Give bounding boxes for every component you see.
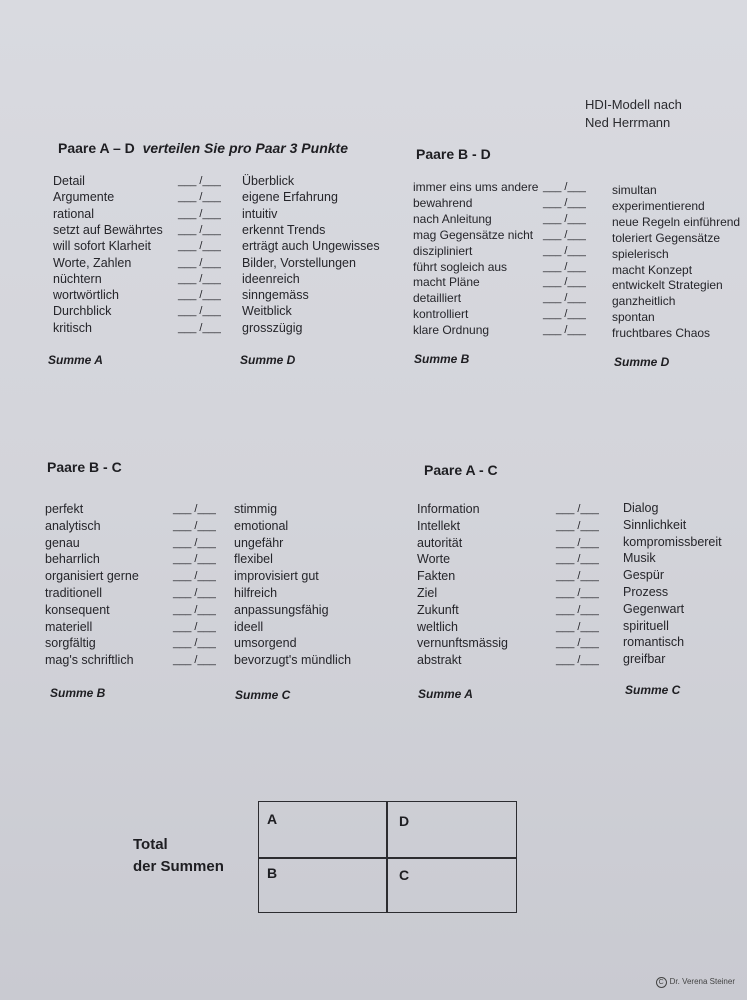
section-bc-title: Paare B - C — [47, 459, 122, 475]
pair-score-blank[interactable]: ___ /___ — [556, 620, 599, 633]
pair-left-term: perfekt — [45, 502, 84, 516]
pair-score-blank[interactable]: ___ /___ — [543, 228, 586, 241]
pair-right-term: bevorzugt's mündlich — [234, 653, 352, 668]
pair-score-blank[interactable]: ___ /___ — [173, 503, 216, 515]
pair-right-term: kompromissbereit — [623, 534, 722, 549]
pair-score-blank[interactable]: ___ /___ — [173, 603, 216, 616]
pair-score-blank[interactable]: ___ /___ — [178, 321, 221, 334]
pair-right-term: hilfreich — [234, 586, 278, 600]
copyright — [656, 977, 735, 988]
pair-right-term: Gegenwart — [623, 601, 685, 616]
pair-score-blank[interactable]: ___ /___ — [173, 637, 216, 650]
pair-right-term: simultan — [612, 183, 657, 197]
grid-divider-horizontal — [259, 857, 516, 859]
pair-left-term: materiell — [45, 619, 93, 634]
pair-score-blank[interactable]: ___ /___ — [543, 196, 586, 209]
pair-left-term: Argumente — [53, 190, 115, 205]
pair-left-term: kritisch — [53, 320, 92, 335]
pair-right-term: fruchtbares Chaos — [612, 326, 711, 341]
pair-score-blank[interactable]: ___ /___ — [543, 276, 586, 289]
pair-score-blank[interactable]: ___ /___ — [173, 570, 216, 583]
total-label-line1: Total — [133, 836, 168, 853]
pair-left-term: Worte, Zahlen — [53, 255, 132, 270]
pair-left-term: macht Pläne — [413, 275, 480, 290]
pair-score-blank[interactable]: ___ /___ — [556, 654, 599, 667]
pair-score-blank[interactable]: ___ /___ — [178, 240, 221, 253]
pair-right-term: intuitiv — [242, 206, 278, 221]
pair-left-term: analytisch — [45, 518, 101, 533]
pair-left-term: Ziel — [417, 586, 438, 600]
pair-score-blank[interactable]: ___ /___ — [173, 519, 216, 532]
pair-score-blank[interactable]: ___ /___ — [173, 654, 216, 667]
pair-right-term: ideell — [234, 619, 264, 634]
pair-right-term: spontan — [612, 310, 655, 325]
pair-right-term: Bilder, Vorstellungen — [242, 255, 356, 270]
pair-left-term: genau — [45, 535, 80, 550]
section-ad-title — [58, 140, 348, 156]
pair-score-blank[interactable]: ___ /___ — [556, 587, 599, 599]
pair-right-term: stimmig — [234, 502, 278, 516]
pair-right-term: flexibel — [234, 552, 273, 567]
pair-score-blank[interactable]: ___ /___ — [173, 536, 216, 549]
pair-right-term: neue Regeln einführend — [612, 214, 741, 229]
pair-score-blank[interactable]: ___ /___ — [543, 212, 586, 225]
pair-right-term: grosszügig — [242, 320, 303, 335]
pair-left-term: mag's schriftlich — [45, 653, 134, 668]
pair-left-term: nüchtern — [53, 271, 102, 286]
pair-score-blank[interactable]: ___ /___ — [556, 637, 599, 650]
pair-right-term: ganzheitlich — [612, 294, 676, 309]
pair-right-term: toleriert Gegensätze — [612, 230, 721, 245]
pair-right-term: Dialog — [623, 501, 659, 515]
pair-right-term: ungefähr — [234, 535, 284, 550]
pair-score-blank[interactable]: ___ /___ — [178, 305, 221, 318]
pair-score-blank[interactable]: ___ /___ — [556, 570, 599, 583]
model-title-line1: HDI-Modell nach — [585, 97, 682, 112]
pair-left-term: konsequent — [45, 602, 110, 617]
section-bd-sum-left: Summe B — [414, 352, 470, 366]
pair-left-term: organisiert gerne — [45, 569, 139, 584]
total-grid — [258, 801, 517, 913]
section-bd-title: Paare B - D — [416, 146, 491, 162]
pair-score-blank[interactable]: ___ /___ — [173, 553, 216, 566]
pair-score-blank[interactable]: ___ /___ — [173, 620, 216, 633]
pair-left-term: vernunftsmässig — [417, 636, 509, 651]
pair-score-blank[interactable]: ___ /___ — [178, 272, 221, 285]
pair-right-term: emotional — [234, 518, 289, 533]
pair-right-term: spielerisch — [612, 246, 669, 261]
pair-right-term: ideenreich — [242, 271, 300, 286]
pair-left-term: setzt auf Bewährtes — [53, 222, 163, 237]
pair-score-blank[interactable]: ___ /___ — [556, 519, 599, 532]
section-ad-title-bold: Paare A – D — [58, 140, 135, 156]
model-title — [585, 96, 682, 132]
pair-left-term: Durchblick — [53, 304, 112, 319]
pair-right-term: Weitblick — [242, 304, 292, 319]
pair-left-term: nach Anleitung — [413, 211, 492, 226]
pair-left-term: kontrolliert — [413, 307, 469, 322]
pair-left-term: will sofort Klarheit — [53, 239, 151, 254]
pair-score-blank[interactable]: ___ /___ — [173, 587, 216, 599]
pair-left-term: abstrakt — [417, 653, 462, 668]
pair-left-term: immer eins ums andere — [413, 180, 539, 194]
pair-score-blank[interactable]: ___ /___ — [178, 191, 221, 204]
section-bc-sum-left: Summe B — [50, 686, 106, 700]
pair-right-term: greifbar — [623, 652, 666, 667]
pair-right-term: umsorgend — [234, 636, 297, 651]
pair-score-blank[interactable]: ___ /___ — [178, 175, 221, 187]
pair-right-term: improvisiert gut — [234, 569, 319, 584]
total-cell-c[interactable]: C — [399, 867, 410, 883]
pair-score-blank[interactable]: ___ /___ — [178, 256, 221, 269]
total-label — [133, 834, 224, 878]
pair-left-term: Detail — [53, 174, 85, 188]
pair-right-term: macht Konzept — [612, 262, 693, 277]
pair-score-blank[interactable]: ___ /___ — [556, 503, 599, 515]
pair-score-blank[interactable]: ___ /___ — [543, 308, 586, 321]
pair-left-term: Fakten — [417, 569, 456, 584]
pair-right-term: Musik — [623, 551, 656, 566]
pair-right-term: Überblick — [242, 174, 295, 188]
pair-left-term: klare Ordnung — [413, 323, 490, 338]
copyright-text: Dr. Verena Steiner — [669, 977, 735, 986]
pair-score-blank[interactable]: ___ /___ — [543, 292, 586, 305]
pair-left-term: Worte — [417, 552, 451, 567]
pair-right-term: Sinnlichkeit — [623, 517, 687, 532]
pair-right-term: anpassungsfähig — [234, 602, 329, 617]
section-bd-sum-right: Summe D — [614, 355, 670, 369]
pair-right-term: entwickelt Strategien — [612, 278, 723, 293]
pair-score-blank[interactable]: ___ /___ — [543, 324, 586, 337]
pair-left-term: wortwörtlich — [53, 288, 119, 303]
section-bc-sum-right: Summe C — [235, 688, 291, 702]
pair-score-blank[interactable]: ___ /___ — [178, 207, 221, 220]
pair-left-term: Intellekt — [417, 518, 461, 533]
section-ac-title: Paare A - C — [424, 462, 498, 478]
pair-right-term: erträgt auch Ungewisses — [242, 239, 380, 254]
pair-right-term: Gespür — [623, 568, 664, 583]
pair-left-term: Information — [417, 502, 480, 516]
pair-right-term: experimentierend — [612, 198, 705, 213]
pair-right-term: spirituell — [623, 618, 669, 633]
pair-right-term: sinngemäss — [242, 288, 309, 303]
pair-score-blank[interactable]: ___ /___ — [556, 536, 599, 549]
pair-left-term: diszipliniert — [413, 243, 473, 258]
pair-left-term: Zukunft — [417, 602, 459, 617]
pair-right-term: Prozess — [623, 585, 669, 599]
copyright-icon: C — [656, 977, 667, 988]
section-ac-sum-left: Summe A — [418, 687, 473, 701]
pair-score-blank[interactable]: ___ /___ — [556, 553, 599, 566]
pair-left-term: sorgfältig — [45, 636, 96, 651]
pair-left-term: führt sogleich aus — [413, 259, 508, 274]
total-cell-b[interactable]: B — [267, 865, 278, 881]
pair-left-term: detailliert — [413, 291, 462, 306]
pair-left-term: traditionell — [45, 586, 102, 600]
pair-score-blank[interactable]: ___ /___ — [556, 603, 599, 616]
pair-left-term: weltlich — [417, 619, 458, 634]
pair-right-term: eigene Erfahrung — [242, 190, 338, 205]
section-ad-sum-right: Summe D — [240, 353, 296, 367]
section-ad-sum-left: Summe A — [48, 353, 103, 367]
pair-score-blank[interactable]: ___ /___ — [543, 181, 586, 193]
pair-right-term: romantisch — [623, 635, 685, 650]
pair-left-term: rational — [53, 206, 94, 221]
pair-score-blank[interactable]: ___ /___ — [178, 223, 221, 236]
total-cell-a[interactable]: A — [267, 811, 278, 827]
pair-score-blank[interactable]: ___ /___ — [543, 260, 586, 273]
pair-score-blank[interactable]: ___ /___ — [543, 244, 586, 257]
total-label-line2: der Summen — [133, 858, 224, 875]
pair-score-blank[interactable]: ___ /___ — [178, 289, 221, 302]
section-ad-instruction: verteilen Sie pro Paar 3 Punkte — [142, 140, 348, 156]
model-title-line2: Ned Herrmann — [585, 115, 671, 130]
pair-right-term: erkennt Trends — [242, 222, 326, 237]
pair-left-term: beharrlich — [45, 552, 100, 567]
pair-left-term: mag Gegensätze nicht — [413, 227, 534, 242]
pair-left-term: autorität — [417, 535, 463, 550]
total-cell-d[interactable]: D — [399, 813, 410, 829]
section-ac-sum-right: Summe C — [625, 683, 681, 697]
pair-left-term: bewahrend — [413, 195, 473, 210]
